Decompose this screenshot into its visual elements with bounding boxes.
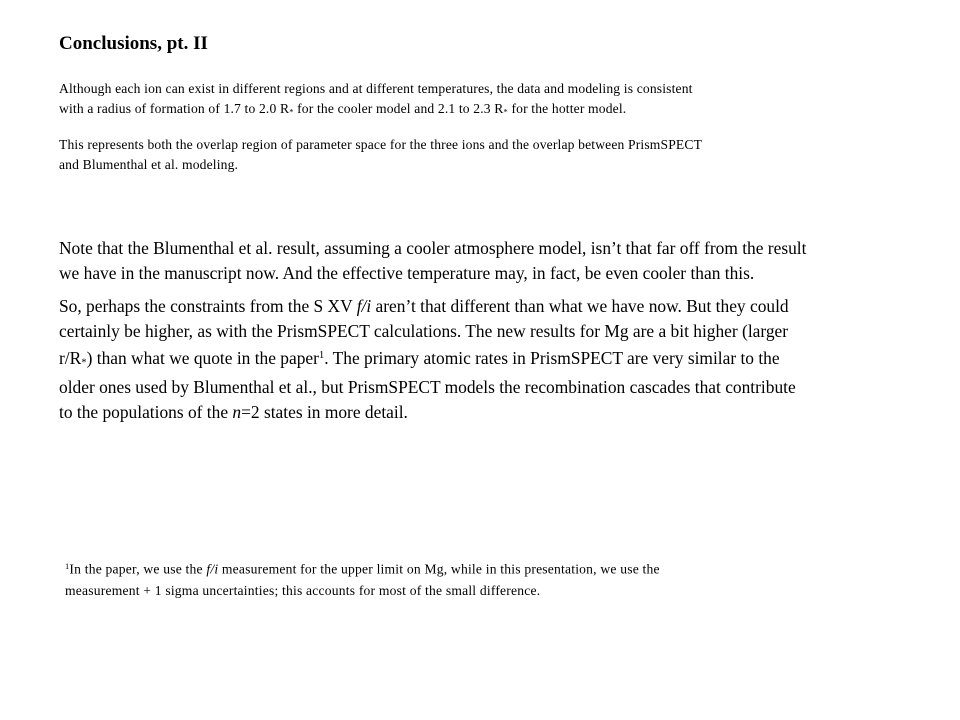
text-line	[65, 556, 660, 580]
text-line	[59, 400, 796, 425]
text-run: ) than what we quote in the paper	[86, 347, 319, 368]
star-subscript: *	[503, 106, 508, 117]
text-line: and Blumenthal et al. modeling.	[59, 157, 239, 172]
conclusion-paragraph-radius	[59, 79, 693, 121]
text-run: In the paper, we use the	[69, 561, 207, 577]
star-subscript: *	[289, 106, 294, 117]
footnote-marker: 1	[65, 561, 70, 571]
note-paragraph	[59, 236, 806, 285]
footnote	[65, 556, 660, 601]
text-run: So, perhaps the constraints from the S XV	[59, 296, 357, 316]
text-run: r/R	[59, 347, 82, 368]
text-line: certainly be higher, as with the PrismSPECT calculations. The new results for Mg are a bit higher (larger	[59, 320, 789, 341]
text-line	[59, 99, 693, 121]
footnote-reference: 1	[318, 349, 325, 361]
text-line: older ones used by Blumenthal et al., but PrismSPECT models the recombination cascades that contribute	[59, 377, 796, 398]
text-run: with a radius of formation of 1.7 to 2.0 R	[59, 101, 290, 116]
text-run: aren’t that different than what we have now. But they could	[371, 296, 789, 316]
text-line: we have in the manuscript now. And the effective temperature may, in fact, be even cooler than this.	[59, 262, 755, 283]
text-run: . The primary atomic rates in PrismSPECT are very similar to the	[324, 347, 780, 368]
italic-n: n	[232, 401, 242, 422]
constraints-paragraph	[59, 294, 796, 424]
text-line	[59, 294, 796, 319]
text-line: measurement + 1 sigma uncertainties; this accounts for most of the small difference.	[65, 582, 541, 598]
text-run: for the hotter model.	[507, 101, 627, 116]
text-run: measurement for the upper limit on Mg, while in this presentation, we use the	[218, 561, 660, 577]
slide-title: Conclusions, pt. II	[59, 33, 208, 54]
italic-ratio: f/i	[356, 296, 372, 316]
text-line: Although each ion can exist in different regions and at different temperatures, the data and modeling is consistent	[59, 81, 693, 96]
text-line	[59, 343, 796, 375]
italic-ratio: f/i	[206, 561, 219, 577]
text-run: to the populations of the	[59, 401, 233, 422]
star-subscript: *	[81, 356, 87, 369]
text-line: This represents both the overlap region of parameter space for the three ions and the overlap between PrismSPECT	[59, 137, 703, 152]
text-run: =2 states in more detail.	[241, 401, 408, 422]
conclusion-paragraph-overlap	[59, 135, 702, 175]
text-run: for the cooler model and 2.1 to 2.3 R	[293, 101, 504, 116]
text-line: Note that the Blumenthal et al. result, assuming a cooler atmosphere model, isn’t that far off from the result	[59, 238, 807, 258]
